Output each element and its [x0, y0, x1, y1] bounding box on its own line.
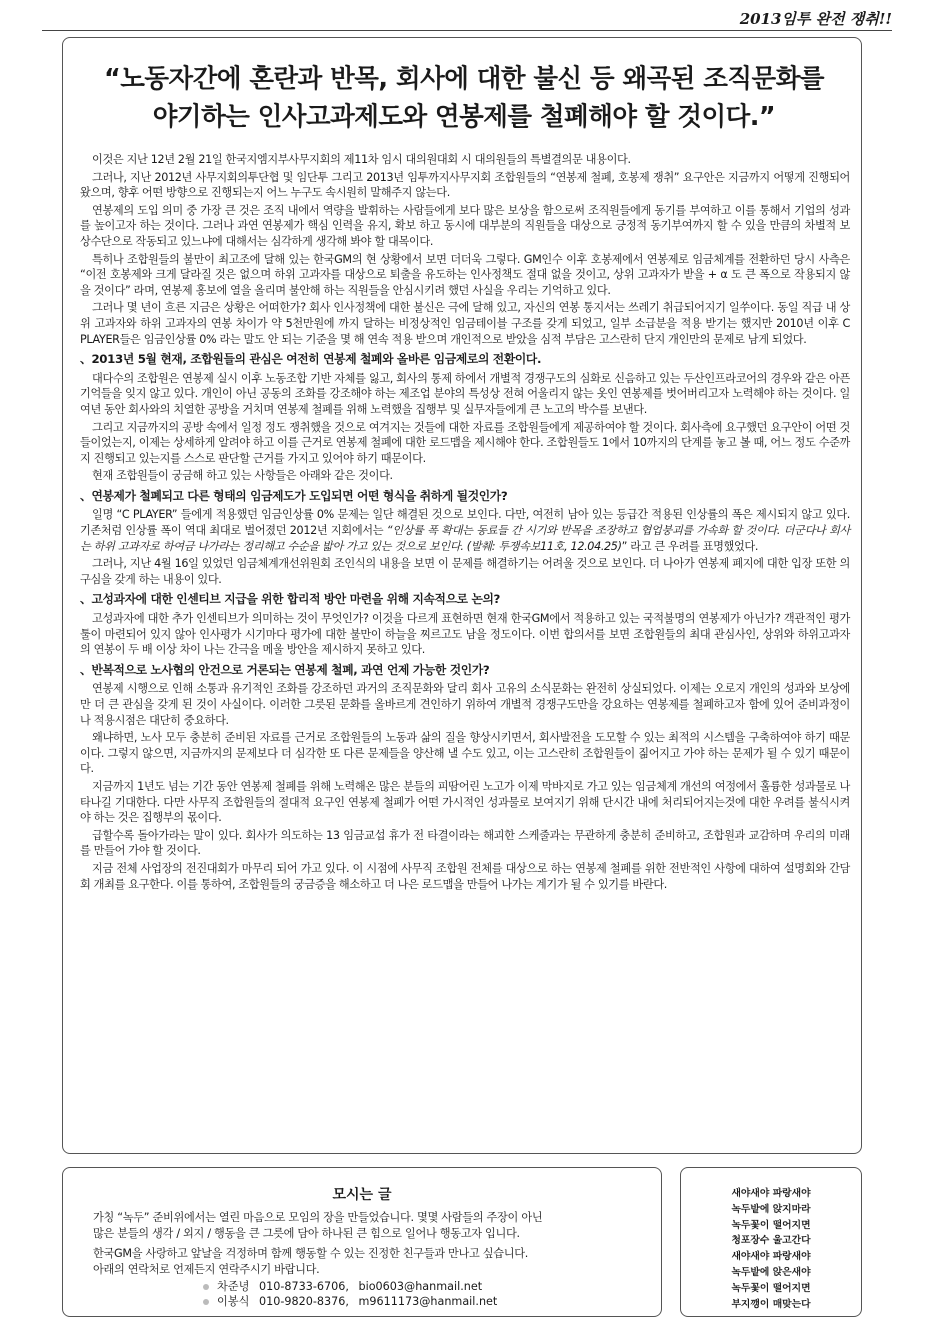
contact-name: 차준녕 — [217, 1280, 250, 1293]
contact-list — [203, 1279, 497, 1309]
quoted-text: “인상률 폭 확대는 동료들 간 시기와 반목을 조장하고 협업붕괴를 가속화 할 것이다. 더군다나 회사는 하위 고과자로 하여금 나가라는 정리해고 수순을 밟아 가고 있는 것으로 보인다. (발췌: 투쟁속보11호, 12.04.25) — [80, 524, 850, 553]
slogan: 2013임투 완전 쟁취!! — [739, 10, 892, 28]
song-box — [680, 1167, 862, 1317]
paragraph: 그러나, 지난 4월 16일 있었던 임금체계개선위원회 조인식의 내용을 보면 이 문제를 해결하기는 어려울 것으로 보인다. 더 나아가 연봉제 폐지에 대한 입장 또한 의구심을 갖게 하는 내용이 있다. — [80, 557, 850, 586]
song-line: 새야새야 파랑새야 — [731, 1188, 811, 1199]
bullet-icon — [203, 1284, 209, 1290]
section-heading: 、 2013년 5월 현재, 조합원들의 관심은 여전히 연봉제 철폐와 올바른 임금제로의 전환이다. — [80, 352, 850, 368]
paragraph: 연봉제의 도입 의미 중 가장 큰 것은 조직 내에서 역량을 발휘하는 사람들에게 보다 많은 보상을 함으로써 조직원들에게 동기를 부여하고 이를 통해서 기업의 성과를 높이고자 하는 것이다. 그러나 과연 연봉제가 핵심 인력을 유지, 확보 하고 동시에 대부분의 직원들을 대상으로 긍정적 동기부여까지 할 수 있을 만큼의 차별적 보상수단으로 작동되고 있느냐에 대해서는 심각하게 생각해 봐야 할 대목이다. — [80, 203, 850, 248]
song-line: 녹두밭에 앉은새야 — [731, 1266, 811, 1278]
article-body — [80, 152, 850, 894]
paragraph: 그리고 지금까지의 공방 속에서 일정 정도 쟁취했을 것으로 여겨지는 것들에 대한 자료를 조합원들에게 제공하여야 할 것이다. 회사측에 요구했던 요구안이 어떤 것들이었는지, 이제는 상세하게 알려야 하고 이를 근거로 연봉제 철폐에 대한 로드맵을 제시해야 한다. 조합원들도 1에서 10까지의 단계를 놓고 볼 때, 어느 정도 수준까지 진행되고 있는지를 스스로 판단할 근거를 가지고 있어야 하기 때문이다. — [80, 420, 850, 465]
headline-line-1: “노동자간에 혼란과 반목, 회사에 대한 불신 등 왜곡된 조직문화를 — [104, 64, 824, 94]
paragraph: 왜냐하면, 노사 모두 충분히 준비된 자료를 근거로 조합원들의 노동과 삶의 질을 향상시키면서, 회사발전을 도모할 수 있는 최적의 시스템을 구축하여야 하기 때문이다. 그렇지 않으면, 지금까지의 문제보다 더 심각한 또 다른 문제들을 양산해 낼 수도 있고, 이는 고스란히 조합원들이 짊어지고 가야 하는 문제가 될 수 있기 때문이다. — [80, 731, 850, 776]
paragraph: 고성과자에 대한 추가 인센티브가 의미하는 것이 무엇인가? 이것을 다르게 표현하면 현재 한국GM에서 적용하고 있는 국적불명의 연봉제가 아닌가? 객관적인 평가 툴이 마련되어 있지 않아 인사평가 시기마다 평가에 대한 불만이 하늘을 찌르고도 남을 정도이다. 이번 합의서를 보면 조합원들의 최대 관심사인, 상위와 하위고과자의 연봉이 두 배 이상 차이 나는 간극을 메울 방안을 제시하지 못하고 있다. — [80, 612, 850, 657]
paragraph: 현재 조합원들이 궁금해 하고 있는 사항들은 아래와 같은 것이다. — [92, 469, 393, 483]
paragraph: 지금 전체 사업장의 전진대회가 마무리 되어 가고 있다. 이 시점에 사무직 조합원 전체를 대상으로 하는 연봉제 철폐를 위한 전반적인 사항에 대하여 설명회와 간담회 개최를 요구한다. 이를 통하여, 조합원들의 궁금증을 해소하고 더 나은 로드맵을 만들어 나가는 계기가 될 수 있기를 바란다. — [80, 861, 850, 891]
song-line: 녹두꽃이 떨어지면 — [731, 1282, 811, 1294]
song-line: 부지깽이 매맞는다 — [731, 1298, 811, 1310]
recruit-line: 가칭 “녹두” 준비위에서는 열린 마음으로 모임의 장을 만들었습니다. 몇몇 사람들의 주장이 아닌 — [93, 1211, 543, 1224]
paragraph — [80, 507, 850, 554]
contact-phone: 010-9820-8376, — [258, 1295, 349, 1308]
contact-item — [203, 1294, 497, 1309]
section-heading: 、 반복적으로 노사협의 안건으로 거론되는 연봉제 철폐, 과연 언제 가능한 것인가? — [80, 663, 850, 679]
recruit-line: 한국GM을 사랑하고 앞날을 걱정하며 함께 행동할 수 있는 진정한 친구들과 만나고 싶습니다. — [93, 1247, 529, 1260]
paragraph: 그러나, 지난 2012년 사무지회의투단협 및 임단투 그리고 2013년 임투까지사무지회 조합원들의 “연봉제 철폐, 호봉제 쟁취” 요구안은 지금까지 어떻게 진행되어 왔으며, 향후 어떤 방향으로 진행되는지 어느 누구도 속시원히 말해주지 않는다. — [80, 170, 850, 200]
song-line: 녹두꽃이 떨어지면 — [731, 1219, 811, 1231]
contact-phone: 010-8733-6706, — [258, 1280, 349, 1293]
paragraph: 특히나 조합원들의 불만이 최고조에 달해 있는 한국GM의 현 상황에서 보면 더더욱 그렇다. GM인수 이후 호봉제에서 연봉제로 임금체계를 전환하던 당시 사측은 “이전 호봉제와 크게 달라질 것은 없으며 하위 고과자를 대상으로 퇴출을 유도하는 인사정책도 절대 없을 것이고, 상위 고과자가 받을 + α 도 큰 폭으로 작용되지 않을 것이다” 라며, 연봉제 홍보에 열을 올리며 불안해 하는 직원들을 안심시키려 했던 사실을 우리는 기억하고 있다. — [80, 252, 850, 297]
contact-item — [203, 1279, 497, 1294]
contact-email[interactable]: bio0603@hanmail.net — [358, 1280, 483, 1293]
headline-line-2: 야기하는 인사고과제도와 연봉제를 철폐해야 할 것이다.” — [152, 102, 776, 132]
bullet-icon — [203, 1299, 209, 1305]
section-heading: 、 연봉제가 철폐되고 다른 형태의 임금제도가 도입되면 어떤 형식을 취하게 될것인가? — [80, 489, 850, 505]
song-lyrics — [681, 1186, 861, 1312]
recruit-text — [93, 1210, 653, 1278]
paragraph-text: 일명 “C PLAYER” 들에게 적용했던 임금인상률 0% 문제는 일단 해결된 것으로 보인다. 다만, 여전히 남아 있는 등급간 적용된 인상률의 폭은 제시되지 않고 있다. 기존처럼 인상률 폭이 역대 최대로 벌어졌던 2012년 지회에서는 — [80, 508, 850, 538]
section-heading: 、 고성과자에 대한 인센티브 지급을 위한 합리적 방안 마련을 위해 지속적으로 논의? — [80, 592, 850, 608]
headline — [74, 60, 854, 136]
contact-email[interactable]: m9611173@hanmail.net — [358, 1295, 498, 1308]
top-rule — [42, 30, 892, 31]
paragraph-text: ” 라고 큰 우려를 표명했었다. — [621, 539, 759, 553]
recruit-line: 많은 분들의 생각 / 외지 / 행동을 큰 그릇에 담아 하나된 큰 힘으로 일어나 행동고자 입니다. — [93, 1227, 520, 1240]
recruit-line: 아래의 연락처로 언제든지 연락주시기 바랍니다. — [93, 1263, 320, 1276]
paragraph: 대다수의 조합원은 연봉제 실시 이후 노동조합 기반 자체를 잃고, 회사의 통제 하에서 개별적 경쟁구도의 심화로 신음하고 있는 두산인프라코어의 경우와 같은 아픈 기억들을 잊지 않고 있다. 개인이 아닌 공동의 조화를 강조해야 하는 제조업 분야의 특성상 전혀 어울리지 않는 옷인 연봉제를 벗어버리고자 노력해야 하는 것이다. 일여년 동안 회사와의 치열한 공방을 거치며 연봉제 철폐를 위해 노력했을 집행부 및 실무자들에게 큰 노고의 박수를 보낸다. — [80, 371, 850, 416]
song-line: 녹두밭에 앉지마라 — [731, 1203, 811, 1215]
paragraph: 연봉제 시행으로 인해 소통과 유기적인 조화를 강조하던 과거의 조직문화와 달리 회사 고유의 소식문화는 완전히 상실되었다. 이제는 오로지 개인의 성과와 보상에만 더 큰 관심을 갖게 된 것이 사실이다. 이러한 그릇된 문화를 올바르게 견인하기 위하여 개별적 경쟁구도만을 강요하는 연봉제를 철폐하고자 함에 있어 준비과정이나 적용시점은 대단히 중요하다. — [80, 682, 850, 727]
paragraph: 급할수록 돌아가라는 말이 있다. 회사가 의도하는 13 임금교섭 휴가 전 타결이라는 해괴한 스케줄과는 무관하게 충분히 준비하고, 조합원과 교감하며 우리의 미래를 만들어 가야 할 것이다. — [80, 828, 850, 858]
paragraph: 그러나 몇 년이 흐른 지금은 상황은 어떠한가? 회사 인사정책에 대한 불신은 극에 달해 있고, 자신의 연봉 통지서는 쓰레기 취급되어지기 일쑤이다. 동일 직급 내 상위 고과자와 하위 고과자의 연봉 차이가 약 5천만원에 까지 달하는 비정상적인 임금테이블 구조를 갖게 되었고, 일부 소급분을 적용 받기는 했지만 2010년 이후 C PLAYER들은 임금인상률 0% 라는 말도 안 되는 기준을 몇 해 연속 적용 받으며 개인적으로 받았을 심적 부담은 고스란히 단지 개인만의 문제로 남게 되었다. — [80, 301, 850, 346]
paragraph: 이것은 지난 12년 2월 21일 한국지엠지부사무지회의 제11차 임시 대의원대회 시 대의원들의 특별결의문 내용이다. — [92, 153, 631, 166]
contact-name: 이봉식 — [217, 1295, 250, 1308]
paragraph: 지금까지 1년도 넘는 기간 동안 연봉제 철폐를 위해 노력해온 많은 분들의 피땀어린 노고가 이제 막바지로 가고 있는 임금체계 개선의 여정에서 훌륭한 성과물로 나타나길 기대한다. 다만 사무직 조합원들의 절대적 요구인 연봉제 철폐가 어떤 가시적인 성과물로 보여지기 위해 단시간 내에 처리되어지는것에 대한 우려를 불식시켜야 하는 것은 집행부의 몫이다. — [80, 779, 850, 825]
recruit-title: 모시는 글 — [332, 1187, 392, 1203]
recruit-box — [62, 1167, 662, 1317]
song-line: 청포장수 울고간다 — [731, 1235, 811, 1247]
song-line: 새야새야 파랑새야 — [731, 1251, 811, 1263]
